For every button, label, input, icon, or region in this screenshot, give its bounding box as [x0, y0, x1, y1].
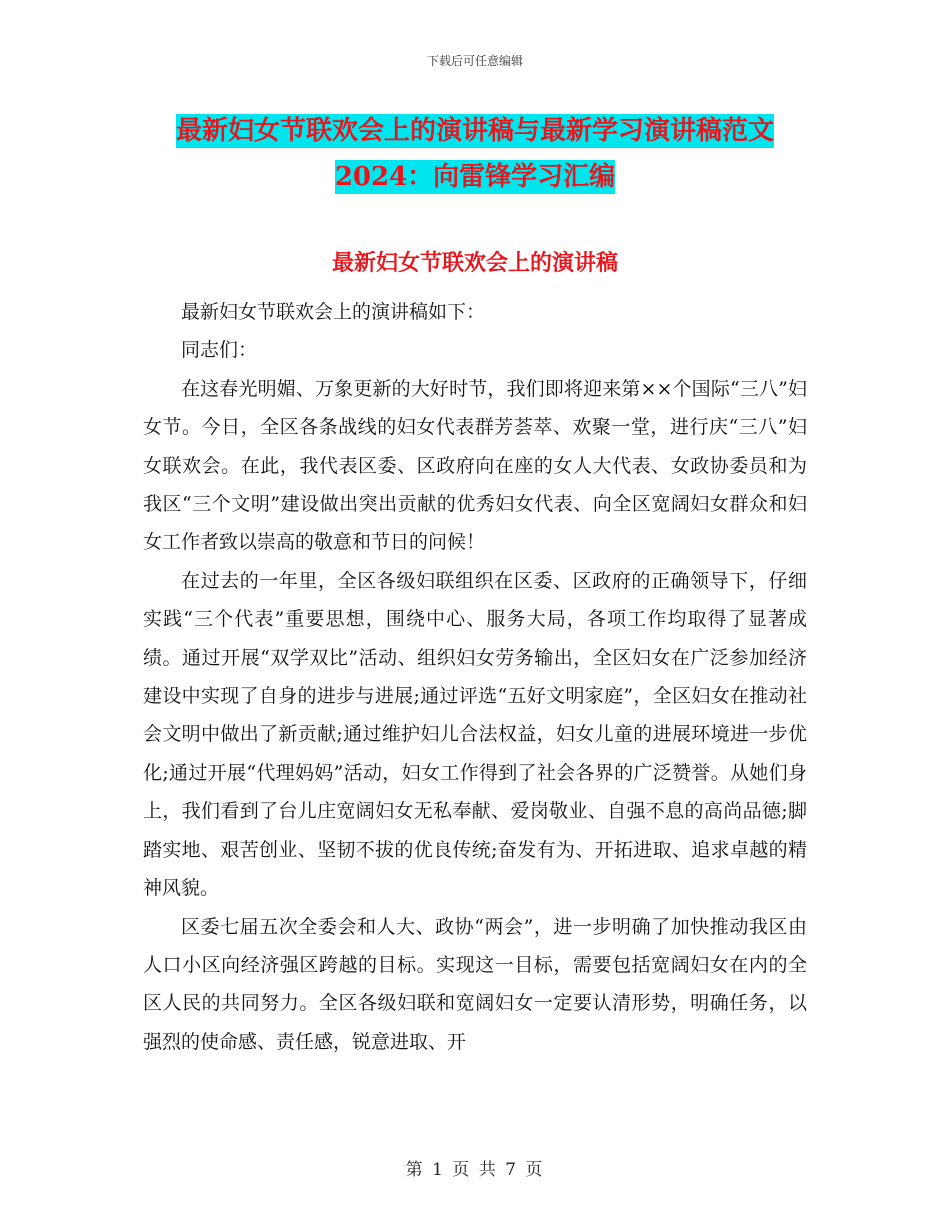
paragraph: 区委七届五次全委会和人大、政协“两会”，进一步明确了加快推动我区由人口小区向经济强区跨越的目标。实现这一目标，需要包括宽阔妇女在内的全区人民的共同努力。全区各级妇联和宽阔妇女一定要认清形势，明确任务，以强烈的使命感、责任感，锐意进取、开: [143, 915, 807, 1053]
paragraph: 同志们：: [181, 339, 258, 362]
page-footer: 第 1 页 共 7 页: [405, 1160, 545, 1180]
document-body: [143, 293, 807, 1061]
header-note: 下载后可任意编辑: [426, 54, 523, 68]
section-title: 最新妇女节联欢会上的演讲稿: [331, 250, 618, 276]
title-line-2: 2024：向雷锋学习汇编: [334, 162, 616, 192]
paragraph: 在过去的一年里，全区各级妇联组织在区委、区政府的正确领导下，仔细实践“三个代表”重要思想，围绕中心、服务大局，各项工作均取得了显著成绩。通过开展“双学双比”活动、组织妇女劳务输出，全区妇女在广泛参加经济建设中实现了自身的进步与进展;通过评选“五好文明家庭”，全区妇女在推动社会文明中做出了新贡献;通过维护妇儿合法权益，妇女儿童的进展环境进一步优化;通过开展“代理妈妈”活动，妇女工作得到了社会各界的广泛赞誉。从她们身上，我们看到了台儿庄宽阔妇女无私奉献、爱岗敬业、自强不息的高尚品德;脚踏实地、艰苦创业、坚韧不拔的优良传统;奋发有为、开拓进取、追求卓越的精神风貌。: [143, 569, 807, 900]
paragraph: 在这春光明媚、万象更新的大好时节，我们即将迎来第××个国际“三八”妇女节。今日，全区各条战线的妇女代表群芳荟萃、欢聚一堂，进行庆“三八”妇女联欢会。在此，我代表区委、区政府向在座的女人大代表、女政协委员和为我区“三个文明”建设做出突出贡献的优秀妇女代表、向全区宽阔妇女群众和妇女工作者致以崇高的敬意和节日的问候！: [143, 377, 807, 554]
title-line-1: 最新妇女节联欢会上的演讲稿与最新学习演讲稿范文: [175, 116, 774, 146]
document-title: [145, 108, 805, 200]
paragraph: 最新妇女节联欢会上的演讲稿如下：: [181, 301, 486, 323]
